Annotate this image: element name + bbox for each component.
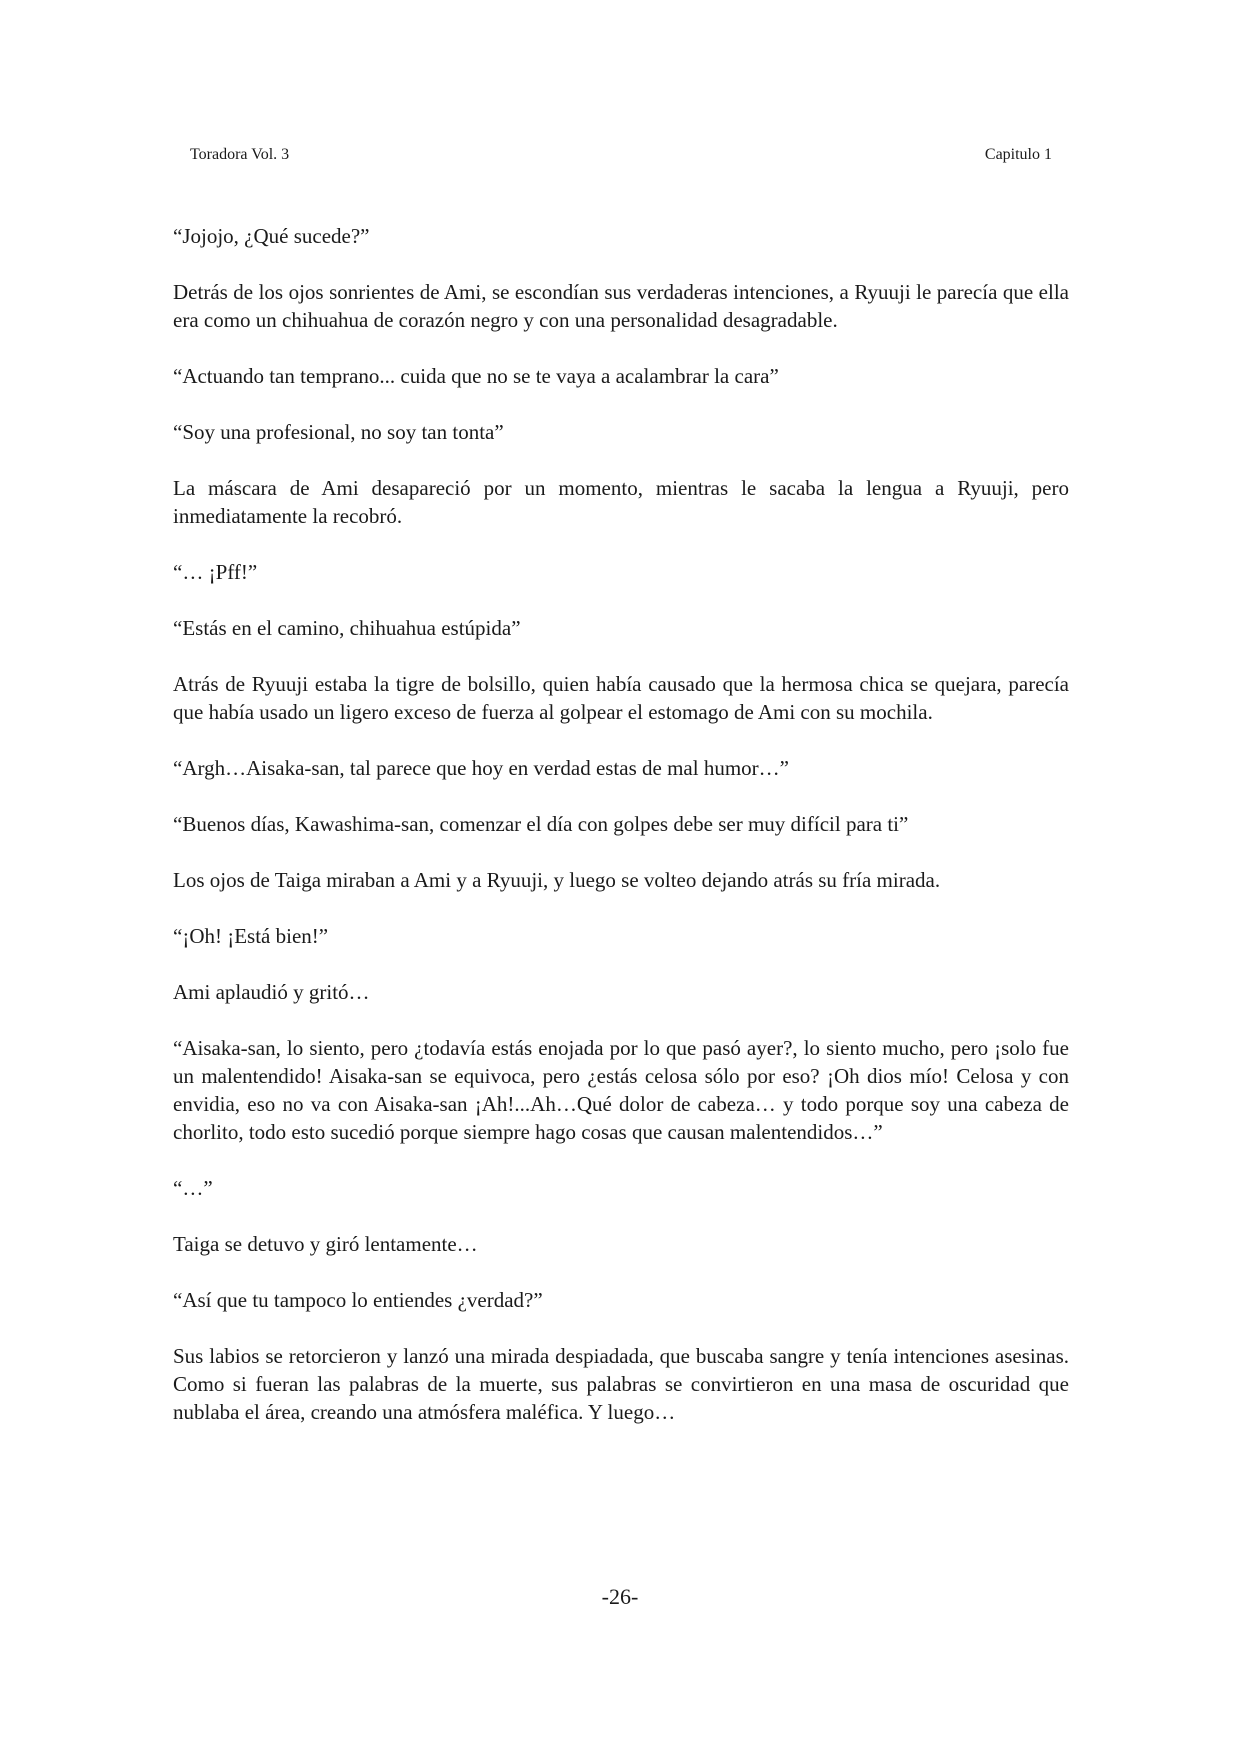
paragraph: Los ojos de Taiga miraban a Ami y a Ryuuji, y luego se volteo dejando atrás su fría mirada. xyxy=(173,868,941,892)
paragraph: Taiga se detuvo y giró lentamente… xyxy=(173,1232,478,1256)
paragraph: “Estás en el camino, chihuahua estúpida” xyxy=(173,616,521,640)
paragraph: “Jojojo, ¿Qué sucede?” xyxy=(173,224,370,248)
running-header xyxy=(190,146,1052,164)
body-text xyxy=(173,222,1069,1426)
paragraph: Detrás de los ojos sonrientes de Ami, se escondían sus verdaderas intenciones, a Ryuuji le parecía que ella era como un chihuahua de corazón negro y con una personalidad desagradable. xyxy=(173,280,1069,332)
paragraph: “Aisaka-san, lo siento, pero ¿todavía estás enojada por lo que pasó ayer?, lo siento mucho, pero ¡solo fue un malentendido! Aisaka-san se equivoca, pero ¿estás celosa sólo por eso? ¡Oh dios mío! Celosa y con envidia, eso no va con Aisaka-san ¡Ah!...Ah…Qué dolor de cabeza… y todo porque soy una cabeza de chorlito, todo esto sucedió porque siempre hago cosas que causan malentendidos…” xyxy=(173,1036,1069,1144)
paragraph: “Buenos días, Kawashima-san, comenzar el día con golpes debe ser muy difícil para ti” xyxy=(173,812,909,836)
header-book-title: Toradora Vol. 3 xyxy=(190,146,290,163)
paragraph: “Soy una profesional, no soy tan tonta” xyxy=(173,420,504,444)
paragraph: Ami aplaudió y gritó… xyxy=(173,980,370,1004)
header-chapter: Capitulo 1 xyxy=(984,146,1052,163)
paragraph: Sus labios se retorcieron y lanzó una mirada despiadada, que buscaba sangre y tenía intenciones asesinas. Como si fueran las palabras de la muerte, sus palabras se convirtieron en una masa de oscuridad que nublaba el área, creando una atmósfera maléfica. Y luego… xyxy=(173,1344,1069,1424)
paragraph: “… ¡Pff!” xyxy=(173,560,258,584)
paragraph: “Argh…Aisaka-san, tal parece que hoy en verdad estas de mal humor…” xyxy=(173,756,789,780)
paragraph: “…” xyxy=(173,1176,213,1200)
paragraph: La máscara de Ami desapareció por un momento, mientras le sacaba la lengua a Ryuuji, pero inmediatamente la recobró. xyxy=(173,476,1069,528)
page-number: -26- xyxy=(601,1584,639,1609)
paragraph: “Así que tu tampoco lo entiendes ¿verdad?” xyxy=(173,1288,543,1312)
paragraph: Atrás de Ryuuji estaba la tigre de bolsillo, quien había causado que la hermosa chica se quejara, parecía que había usado un ligero exceso de fuerza al golpear el estomago de Ami con su mochila. xyxy=(173,672,1069,724)
paragraph: “¡Oh! ¡Está bien!” xyxy=(173,924,329,948)
paragraph: “Actuando tan temprano... cuida que no se te vaya a acalambrar la cara” xyxy=(173,364,779,388)
